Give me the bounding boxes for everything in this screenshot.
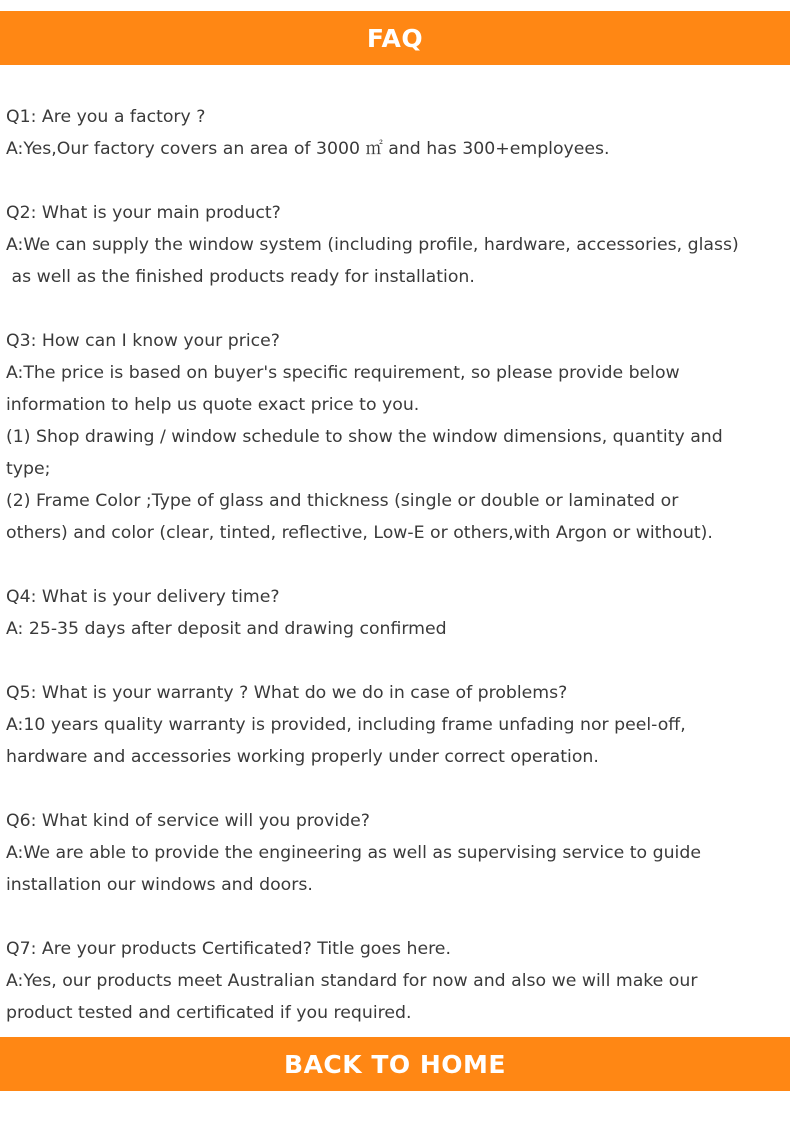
back-to-home-label: BACK TO HOME — [284, 1049, 506, 1079]
faq-answer: (2) Frame Color ;Type of glass and thickness (single or double or laminated or — [6, 491, 679, 511]
faq-spacer — [6, 549, 790, 581]
faq-answer: product tested and certificated if you required. — [6, 1003, 412, 1023]
faq-answer: A:Yes, our products meet Australian standard for now and also we will make our — [6, 971, 698, 991]
faq-spacer — [6, 165, 790, 197]
page-title: FAQ — [366, 23, 424, 53]
faq-answer: A:10 years quality warranty is provided, including frame unfading nor peel-off, — [6, 715, 686, 735]
faq-question: Q6: What kind of service will you provide? — [6, 811, 370, 831]
back-to-home-button[interactable] — [0, 1037, 790, 1091]
faq-answer: A:We are able to provide the engineering as well as supervising service to guide — [6, 843, 701, 863]
faq-answer: installation our windows and doors. — [6, 875, 313, 895]
faq-answer: information to help us quote exact price to you. — [6, 395, 420, 415]
faq-question: Q4: What is your delivery time? — [6, 587, 280, 607]
faq-spacer — [6, 901, 790, 933]
faq-item — [6, 677, 790, 773]
faq-answer: as well as the finished products ready for installation. — [6, 267, 475, 287]
faq-answer: hardware and accessories working properly under correct operation. — [6, 747, 599, 767]
faq-question: Q3: How can I know your price? — [6, 331, 280, 351]
faq-list — [6, 101, 790, 1029]
faq-item — [6, 325, 790, 549]
faq-item — [6, 101, 790, 165]
faq-answer: A:Yes,Our factory covers an area of 3000 ㎡ and has 300+employees. — [6, 139, 610, 159]
faq-spacer — [6, 645, 790, 677]
faq-item — [6, 581, 790, 645]
faq-answer: others) and color (clear, tinted, reflective, Low-E or others,with Argon or without). — [6, 523, 713, 543]
faq-spacer — [6, 773, 790, 805]
faq-question: Q1: Are you a factory ? — [6, 107, 206, 127]
faq-answer: A: 25-35 days after deposit and drawing confirmed — [6, 619, 447, 639]
faq-spacer — [6, 293, 790, 325]
faq-item — [6, 197, 790, 293]
faq-answer: type; — [6, 459, 51, 479]
faq-item — [6, 933, 790, 1029]
faq-question: Q7: Are your products Certificated? Title goes here. — [6, 939, 451, 959]
faq-item — [6, 805, 790, 901]
faq-question: Q5: What is your warranty ? What do we do in case of problems? — [6, 683, 568, 703]
faq-answer: A:The price is based on buyer's specific requirement, so please provide below — [6, 363, 680, 383]
faq-answer: A:We can supply the window system (including profile, hardware, accessories, glass) — [6, 235, 739, 255]
faq-question: Q2: What is your main product? — [6, 203, 281, 223]
faq-header — [0, 11, 790, 65]
faq-answer: (1) Shop drawing / window schedule to show the window dimensions, quantity and — [6, 427, 723, 447]
